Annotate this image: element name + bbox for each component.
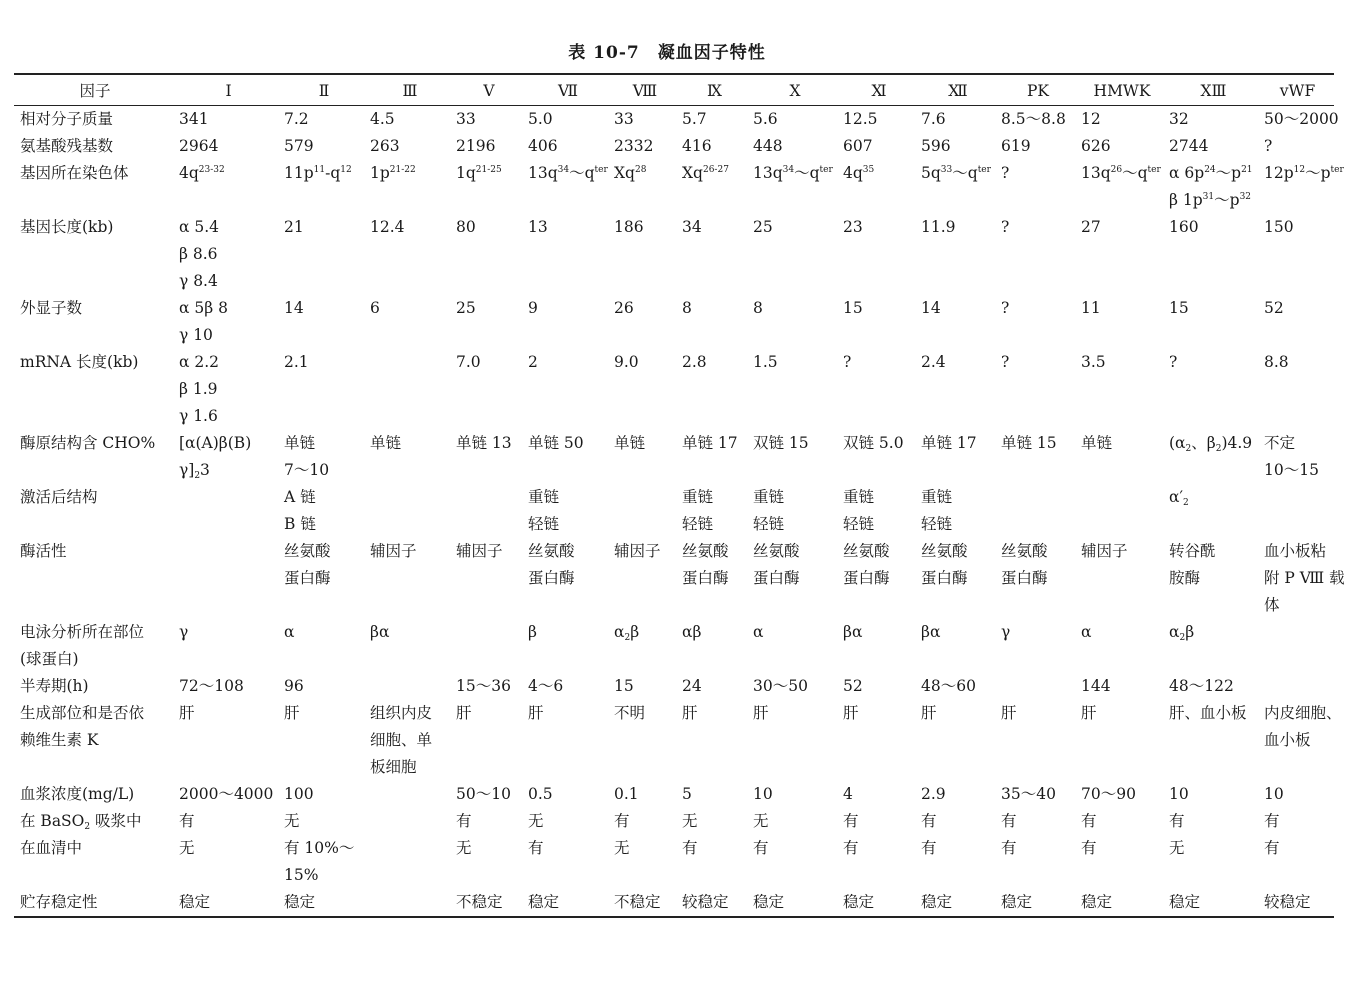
table-cell: $11p^{11}-q^{12}$ xyxy=(284,164,352,182)
table-cell: 不明 xyxy=(614,704,646,722)
table-cell xyxy=(367,808,453,835)
table-cell: $12p^{12}\sim p^{ter}$ xyxy=(1264,164,1344,182)
table-cell: 50～2000 xyxy=(1264,110,1339,128)
table-cell: 406 xyxy=(528,137,558,155)
header-col: vWF xyxy=(1261,74,1334,106)
table-cell: 12 xyxy=(1081,110,1101,128)
table-cell: 无 xyxy=(528,812,544,830)
table-cell: 双链 5.0 xyxy=(843,434,904,452)
table-row xyxy=(14,781,1334,808)
row-label: 外显子数 xyxy=(20,299,83,317)
table-cell xyxy=(998,673,1078,700)
table-cell: 重链 轻链 xyxy=(921,488,953,533)
table-cell: βα xyxy=(921,623,941,641)
table-cell: 无 xyxy=(682,812,698,830)
table-cell: Xq$^{26-27}$ xyxy=(682,164,729,182)
table-cell: 2.4 xyxy=(921,353,946,371)
header-col: Ⅱ xyxy=(281,74,367,106)
table-cell: 1.5 xyxy=(753,353,778,371)
table-cell: α xyxy=(1081,623,1092,641)
table-row xyxy=(14,160,1334,214)
table-cell: 8 xyxy=(753,299,763,317)
table-cell: 52 xyxy=(843,677,863,695)
table-cell: 2332 xyxy=(614,137,654,155)
table-cell: 有 xyxy=(921,839,937,857)
table-cell: 4～6 xyxy=(528,677,564,695)
table-cell: 有 xyxy=(843,839,859,857)
table-cell: 23 xyxy=(843,218,863,236)
row-label: 酶原结构含 CHO% xyxy=(20,434,156,452)
table-cell: 7.0 xyxy=(456,353,481,371)
table-cell: 丝氨酸 蛋白酶 xyxy=(843,542,890,587)
table-cell: 2.1 xyxy=(284,353,309,371)
table-cell: 辅因子 xyxy=(614,542,661,560)
table-cell: $\alpha_2\beta$ xyxy=(1169,623,1195,643)
table-cell: 有 xyxy=(528,839,544,857)
table-cell: 肝 xyxy=(456,704,472,722)
table-cell: γ xyxy=(1001,623,1011,641)
table-cell: 不定 10～15 xyxy=(1264,434,1319,479)
table-cell: ($\alpha_2$、$\beta_2)4.9$ xyxy=(1169,434,1253,454)
table-cell: 肝 xyxy=(682,704,698,722)
table-cell xyxy=(1261,619,1334,673)
header-col: Ⅴ xyxy=(453,74,525,106)
table-cell: ? xyxy=(1169,353,1178,371)
table-cell: 有 xyxy=(921,812,937,830)
table-cell: 2 xyxy=(528,353,538,371)
table-cell: 丝氨酸 蛋白酶 xyxy=(921,542,968,587)
table-cell: 单链 xyxy=(370,434,402,452)
table-cell: 无 xyxy=(179,839,195,857)
table-cell: 较稳定 xyxy=(679,889,750,917)
table-cell: 稳定 xyxy=(176,889,281,917)
table-row xyxy=(14,349,1334,430)
table-cell: 619 xyxy=(1001,137,1031,155)
table-cell: αβ xyxy=(682,623,702,641)
table-cell: 肝 xyxy=(284,704,300,722)
table-cell: 11.9 xyxy=(921,218,956,236)
table-cell xyxy=(453,619,525,673)
table-cell: 10 xyxy=(753,785,773,803)
table-cell: 3.5 xyxy=(1081,353,1106,371)
row-label: 电泳分析所在部位 (球蛋白) xyxy=(20,623,145,668)
table-cell xyxy=(998,484,1078,538)
table-cell xyxy=(176,484,281,538)
table-cell: 96 xyxy=(284,677,304,695)
table-cell: 11 xyxy=(1081,299,1101,317)
row-label: 激活后结构 xyxy=(20,488,98,506)
header-col: PK xyxy=(998,74,1078,106)
table-cell: 35～40 xyxy=(1001,785,1056,803)
table-cell: 21 xyxy=(284,218,304,236)
table-row xyxy=(14,133,1334,160)
header-row xyxy=(14,74,1334,106)
table-cell: 15～36 xyxy=(456,677,511,695)
table-cell: 4.5 xyxy=(370,110,395,128)
table-cell: 5.6 xyxy=(753,110,778,128)
table-cell: 70～90 xyxy=(1081,785,1136,803)
table-cell: 辅因子 xyxy=(370,542,417,560)
table-cell: 100 xyxy=(284,785,314,803)
table-cell: $13q^{34}\sim q^{ter}$ xyxy=(528,164,608,182)
table-cell: 辅因子 xyxy=(1081,542,1128,560)
table-cell: 5.0 xyxy=(528,110,553,128)
table-row xyxy=(14,484,1334,538)
table-cell: 2964 xyxy=(179,137,219,155)
table-cell: 有 xyxy=(1001,839,1017,857)
table-cell: 无 xyxy=(284,812,300,830)
table-cell: 607 xyxy=(843,137,873,155)
table-row xyxy=(14,430,1334,484)
header-col: Ⅲ xyxy=(367,74,453,106)
table-cell: 单链 7～10 xyxy=(284,434,330,479)
row-label: 生成部位和是否依 赖维生素 K xyxy=(20,704,145,749)
table-cell xyxy=(367,835,453,889)
header-col: Ⅹ xyxy=(750,74,840,106)
table-cell: 8 xyxy=(682,299,692,317)
header-col: Ⅶ xyxy=(525,74,611,106)
table-cell: 5 xyxy=(682,785,692,803)
table-cell: 14 xyxy=(284,299,304,317)
row-label: 相对分子质量 xyxy=(20,110,114,128)
header-col: Ⅷ xyxy=(611,74,679,106)
table-cell: $4q^{23-32}$ xyxy=(179,164,225,182)
table-row xyxy=(14,295,1334,349)
table-cell xyxy=(1078,484,1166,538)
table-cell: ? xyxy=(1001,164,1010,182)
table-cell: 肝 xyxy=(753,704,769,722)
table-cell: 33 xyxy=(614,110,634,128)
table-cell: 有 xyxy=(1081,839,1097,857)
table-row xyxy=(14,808,1334,835)
table-cell: 单链 13 xyxy=(456,434,512,452)
table-cell: 有 xyxy=(1001,812,1017,830)
table-cell: $1p^{21-22}$ xyxy=(370,164,416,182)
table-cell: 6 xyxy=(370,299,380,317)
table-cell: 10 xyxy=(1169,785,1189,803)
header-col: Ⅰ xyxy=(176,74,281,106)
table-cell: 丝氨酸 蛋白酶 xyxy=(753,542,800,587)
table-cell: 单链 xyxy=(614,434,646,452)
table-cell xyxy=(176,538,281,619)
table-cell: 2196 xyxy=(456,137,496,155)
table-body xyxy=(14,106,1345,918)
table-cell: 2.9 xyxy=(921,785,946,803)
table-cell: 2000～4000 xyxy=(179,785,274,803)
table-cell: βα xyxy=(843,623,863,641)
table-cell: 肝 xyxy=(921,704,937,722)
table-cell: γ xyxy=(179,623,189,641)
table-cell: 2744 xyxy=(1169,137,1209,155)
table-cell: 稳定 xyxy=(281,889,367,917)
coagulation-factor-table xyxy=(14,73,1345,918)
table-header xyxy=(14,74,1334,106)
table-cell: ? xyxy=(843,353,852,371)
table-cell: 30～50 xyxy=(753,677,808,695)
table-cell: 有 xyxy=(1081,812,1097,830)
table-row xyxy=(14,106,1334,134)
table-cell: 有 xyxy=(1264,812,1280,830)
table-cell: 丝氨酸 蛋白酶 xyxy=(528,542,575,587)
table-cell: 12.4 xyxy=(370,218,405,236)
table-cell: 341 xyxy=(179,110,209,128)
table-cell: 160 xyxy=(1169,218,1199,236)
table-cell: 9.0 xyxy=(614,353,639,371)
header-col: ⅩⅢ xyxy=(1166,74,1261,106)
table-cell: 448 xyxy=(753,137,783,155)
table-cell: 有 xyxy=(753,839,769,857)
table-cell: 15 xyxy=(1169,299,1189,317)
table-cell: βα xyxy=(370,623,390,641)
table-cell: $13q^{26}\sim q^{ter}$ xyxy=(1081,164,1161,182)
table-cell: 48～122 xyxy=(1169,677,1234,695)
table-cell: 416 xyxy=(682,137,712,155)
table-cell: [α(A)β(B) $\gamma]_23$ xyxy=(179,434,252,481)
table-cell: 8.8 xyxy=(1264,353,1289,371)
table-cell xyxy=(367,889,453,917)
table-cell: 单链 17 xyxy=(921,434,977,452)
table-cell: 单链 17 xyxy=(682,434,738,452)
table-cell: 26 xyxy=(614,299,634,317)
table-cell: 稳定 xyxy=(750,889,840,917)
table-cell: 内皮细胞、 血小板 xyxy=(1264,704,1342,749)
table-cell: 稳定 xyxy=(840,889,918,917)
table-cell: 50～10 xyxy=(456,785,511,803)
table-row xyxy=(14,619,1334,673)
table-cell: 肝 xyxy=(1081,704,1097,722)
table-cell: 0.5 xyxy=(528,785,553,803)
table-cell: 不稳定 xyxy=(611,889,679,917)
table-row xyxy=(14,538,1334,619)
table-cell xyxy=(367,673,453,700)
table-cell: $5q^{33}\sim q^{ter}$ xyxy=(921,164,991,182)
table-cell: 24 xyxy=(682,677,702,695)
table-cell: α 5.4 β 8.6 γ 8.4 xyxy=(179,218,220,290)
table-cell: 有 xyxy=(614,812,630,830)
table-cell: ? xyxy=(1264,137,1273,155)
table-cell: 有 xyxy=(456,812,472,830)
row-label: mRNA 长度(kb) xyxy=(20,353,139,371)
table-cell: 重链 轻链 xyxy=(753,488,785,533)
table-cell: 7.6 xyxy=(921,110,946,128)
table-cell: 有 10%～ 15% xyxy=(284,839,355,884)
header-col: Ⅻ xyxy=(918,74,998,106)
table-cell xyxy=(1261,484,1334,538)
table-cell: ? xyxy=(1001,299,1010,317)
table-cell: $\alpha_2\beta$ xyxy=(614,623,640,643)
table-cell: 稳定 xyxy=(525,889,611,917)
table-cell: ? xyxy=(1001,353,1010,371)
table-cell: 血小板粘 附 P Ⅷ 载 体 xyxy=(1264,542,1345,614)
table-row xyxy=(14,700,1334,781)
table-cell xyxy=(453,484,525,538)
table-cell: 150 xyxy=(1264,218,1294,236)
row-label: 半寿期(h) xyxy=(20,677,89,695)
table-cell: 转谷酰 胺酶 xyxy=(1169,542,1216,587)
table-cell: 10 xyxy=(1264,785,1284,803)
table-cell: 稳定 xyxy=(998,889,1078,917)
table-cell: 33 xyxy=(456,110,476,128)
table-cell: α 2.2 β 1.9 γ 1.6 xyxy=(179,353,220,425)
row-label: 酶活性 xyxy=(20,542,67,560)
table-cell: 单链 xyxy=(1081,434,1113,452)
table-cell: $\alpha'_2$ xyxy=(1169,488,1189,508)
table-cell: 72～108 xyxy=(179,677,244,695)
table-cell: A 链 B 链 xyxy=(284,488,316,533)
table-cell: 263 xyxy=(370,137,400,155)
table-cell: $13q^{34}\sim q^{ter}$ xyxy=(753,164,833,182)
table-cell: 有 xyxy=(1264,839,1280,857)
table-cell: 7.2 xyxy=(284,110,309,128)
table-row xyxy=(14,835,1334,889)
table-cell: 重链 轻链 xyxy=(682,488,714,533)
row-label: 基因所在染色体 xyxy=(20,164,129,182)
table-cell: 15 xyxy=(614,677,634,695)
table-cell: 13 xyxy=(528,218,548,236)
table-cell: 稳定 xyxy=(1166,889,1261,917)
table-cell: 较稳定 xyxy=(1261,889,1334,917)
header-col: Ⅸ xyxy=(679,74,750,106)
table-cell: 5.7 xyxy=(682,110,707,128)
table-cell: 有 xyxy=(1169,812,1185,830)
table-cell: 辅因子 xyxy=(456,542,503,560)
table-cell xyxy=(367,781,453,808)
table-cell: 重链 轻链 xyxy=(843,488,875,533)
table-cell: 不稳定 xyxy=(453,889,525,917)
table-cell: α xyxy=(284,623,295,641)
table-cell: 重链 轻链 xyxy=(528,488,560,533)
table-cell: α xyxy=(753,623,764,641)
table-cell: α $6p^{24}\sim p^{21}$ β $1p^{31}\sim p^{32}$ xyxy=(1169,164,1253,209)
table-cell: 596 xyxy=(921,137,951,155)
table-cell: 186 xyxy=(614,218,644,236)
table-cell: 14 xyxy=(921,299,941,317)
table-cell: 有 xyxy=(179,812,195,830)
table-row xyxy=(14,889,1334,917)
row-label: 在血清中 xyxy=(20,839,83,857)
table-cell: β xyxy=(528,623,537,641)
table-cell: $1q^{21-25}$ xyxy=(456,164,502,182)
table-cell xyxy=(1261,673,1334,700)
table-cell: 32 xyxy=(1169,110,1189,128)
table-cell: 144 xyxy=(1081,677,1111,695)
table-cell: 80 xyxy=(456,218,476,236)
table-cell: 8.5～8.8 xyxy=(1001,110,1066,128)
table-cell: 单链 50 xyxy=(528,434,584,452)
table-cell: Xq$^{28}$ xyxy=(614,164,647,182)
table-cell: 626 xyxy=(1081,137,1111,155)
table-cell: 肝 xyxy=(1001,704,1017,722)
table-cell: 48～60 xyxy=(921,677,976,695)
table-row xyxy=(14,214,1334,295)
table-cell: 丝氨酸 蛋白酶 xyxy=(284,542,331,587)
table-cell: 稳定 xyxy=(918,889,998,917)
table-cell: 丝氨酸 蛋白酶 xyxy=(1001,542,1048,587)
table-title: 表 10-7 凝血因子特性 xyxy=(568,43,766,63)
table-cell: $4q^{35}$ xyxy=(843,164,875,182)
table-cell: α 5β 8 γ 10 xyxy=(179,299,229,344)
table-cell: 25 xyxy=(456,299,476,317)
header-col: Ⅺ xyxy=(840,74,918,106)
table-cell: 25 xyxy=(753,218,773,236)
table-cell: ? xyxy=(1001,218,1010,236)
table-cell: 组织内皮 细胞、单 板细胞 xyxy=(370,704,433,776)
table-cell: 15 xyxy=(843,299,863,317)
table-cell: 34 xyxy=(682,218,702,236)
table-cell: 0.1 xyxy=(614,785,639,803)
row-label: 血浆浓度(mg/L) xyxy=(20,785,135,803)
table-cell: 肝 xyxy=(843,704,859,722)
table-cell: 579 xyxy=(284,137,314,155)
table-cell: 无 xyxy=(753,812,769,830)
header-factor: 因子 xyxy=(14,74,176,106)
table-cell: 无 xyxy=(614,839,630,857)
table-cell: 2.8 xyxy=(682,353,707,371)
table-cell: 9 xyxy=(528,299,538,317)
table-cell: 有 xyxy=(682,839,698,857)
table-cell: 肝 xyxy=(528,704,544,722)
table-cell: 肝 xyxy=(179,704,195,722)
table-cell: 12.5 xyxy=(843,110,878,128)
table-cell: 肝、血小板 xyxy=(1169,704,1247,722)
table-cell xyxy=(367,484,453,538)
row-label: 贮存稳定性 xyxy=(14,889,176,917)
table-cell: 稳定 xyxy=(1078,889,1166,917)
table-cell: 有 xyxy=(843,812,859,830)
table-cell: 27 xyxy=(1081,218,1101,236)
table-cell: 52 xyxy=(1264,299,1284,317)
row-label: 氨基酸残基数 xyxy=(20,137,114,155)
table-cell: 无 xyxy=(456,839,472,857)
table-cell: 单链 15 xyxy=(1001,434,1057,452)
table-cell: 无 xyxy=(1169,839,1185,857)
row-label: 在 BaSO$_2$ 吸浆中 xyxy=(20,812,142,832)
table-cell: 丝氨酸 蛋白酶 xyxy=(682,542,729,587)
table-cell xyxy=(611,484,679,538)
row-label: 基因长度(kb) xyxy=(20,218,114,236)
table-row xyxy=(14,673,1334,700)
table-cell xyxy=(367,349,453,430)
table-cell: 4 xyxy=(843,785,853,803)
table-cell: 双链 15 xyxy=(753,434,809,452)
header-col: HMWK xyxy=(1078,74,1166,106)
